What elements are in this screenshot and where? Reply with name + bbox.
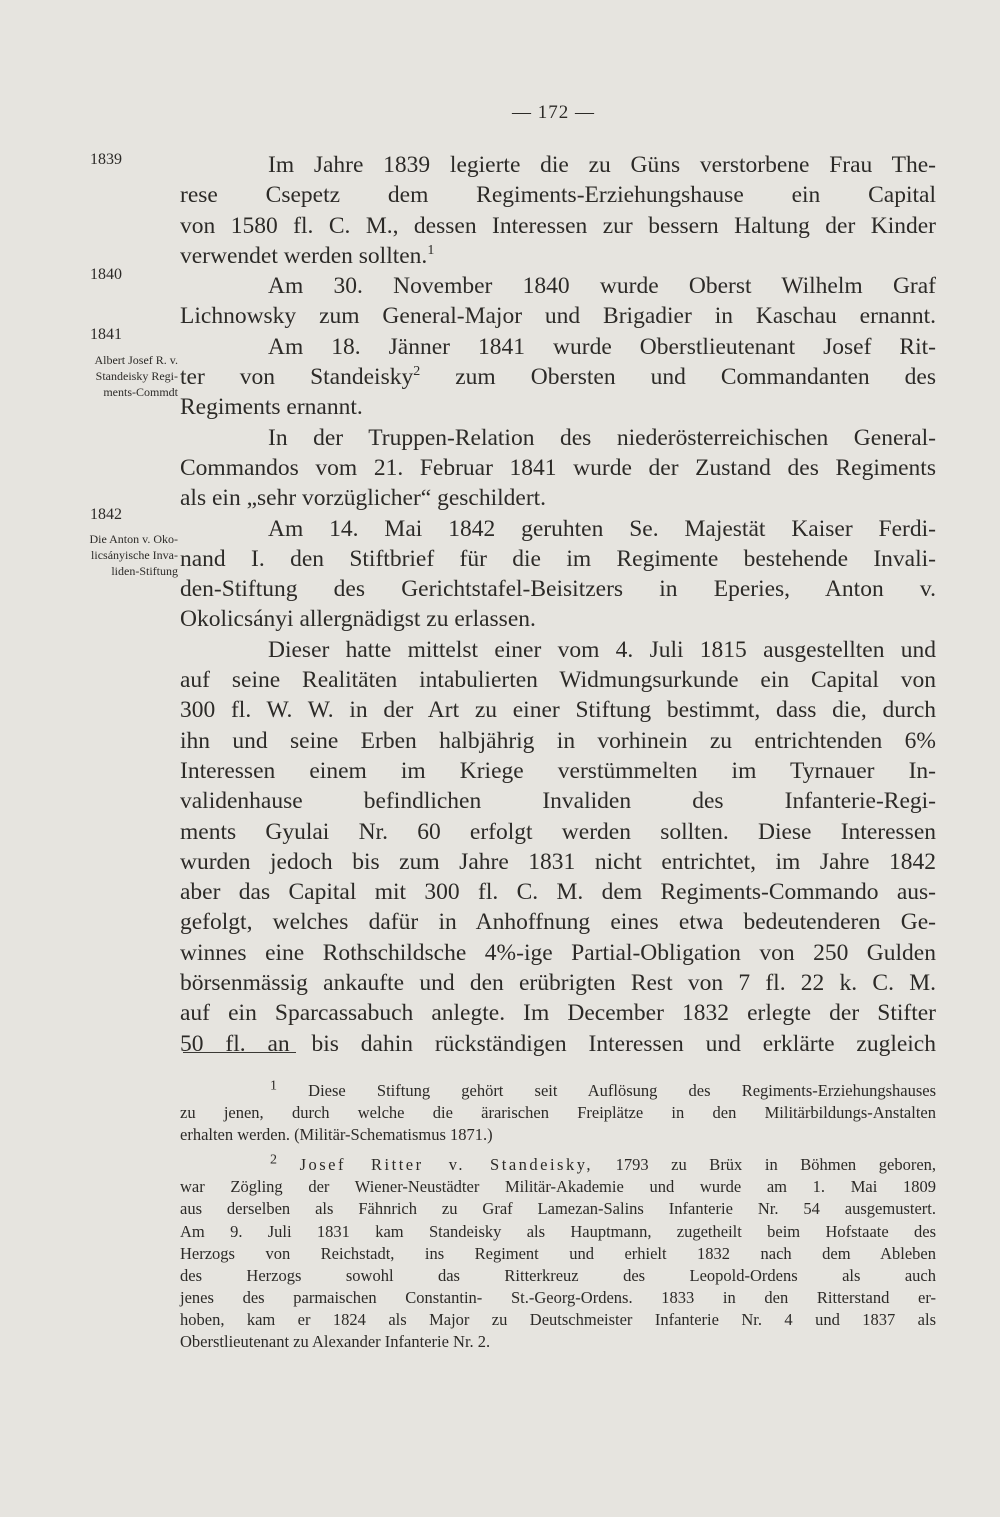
text-line: den-Stiftung des Gerichtstafel-Beisitzers in Eperies, Anton v. [180, 576, 936, 603]
margin-year-1839: 1839 [90, 151, 122, 168]
text-line: Am 14. Mai 1842 geruhten Se. Majestät Kaiser Ferdi- [268, 515, 936, 542]
footnote-person-name: Josef Ritter v. Standeisky, [299, 1155, 594, 1175]
text-line: von 1580 fl. C. M., dessen Interessen zur bessern Haltung der Kinder [180, 212, 936, 239]
footnotes [180, 1080, 936, 1353]
text-line: nand I. den Stiftbrief für die im Regimente bestehende Invali- [180, 545, 936, 572]
footnote-marker-1: 1 [270, 1078, 277, 1094]
text-line: winnes eine Rothschildsche 4%-ige Partial-Obligation von 250 Gulden [180, 939, 936, 966]
margin-note-line: Albert Josef R. v. [94, 353, 178, 367]
margin-note-okolicsanyi [40, 531, 178, 579]
footnote-line: zu jenen, durch welche die ärarischen Freiplätze in den Militärbildungs-Anstalten [180, 1103, 936, 1123]
text-line: Am 30. November 1840 wurde Oberst Wilhelm Graf [268, 273, 936, 300]
text-line: börsenmässig ankaufte und den erübrigten Rest von 7 fl. 22 k. C. M. [180, 970, 936, 997]
body-text [180, 150, 936, 1059]
margin-year-1841: 1841 [90, 326, 122, 343]
page-number: — 172 — [512, 102, 595, 123]
margin-note-line: Die Anton v. Oko- [89, 532, 178, 546]
footnote-line: jenes des parmaischen Constantin- St.-Georg-Ordens. 1833 in den Ritterstand er- [180, 1287, 936, 1307]
footnote-line: aus derselben als Fähnrich zu Graf Lamezan-Salins Infanterie Nr. 54 ausgemustert. [180, 1199, 936, 1219]
text-line: als ein „sehr vorzüglicher“ geschildert. [180, 485, 547, 512]
footnote-rule [183, 1052, 296, 1053]
footnote-line: Am 9. Juli 1831 kam Standeisky als Hauptmann, zugetheilt beim Hofstaate des [180, 1221, 936, 1241]
text-line: wurden jedoch bis zum Jahre 1831 nicht entrichtet, im Jahre 1842 [180, 848, 936, 875]
text-line: ments Gyulai Nr. 60 erfolgt werden sollten. Diese Interessen [180, 818, 936, 845]
text-line: Okolicsányi allergnädigst zu erlassen. [180, 606, 536, 633]
footnote-marker-2: 2 [270, 1152, 277, 1168]
text-line: In der Truppen-Relation des niederösterreichischen General- [268, 424, 936, 451]
footnote-line: Herzogs von Reichstadt, ins Regiment und erhielt 1832 nach dem Ableben [180, 1243, 936, 1263]
margin-year-1840: 1840 [90, 266, 122, 283]
footnote-line: erhalten werden. (Militär-Schematismus 1871.) [180, 1125, 493, 1145]
footnote-line: war Zögling der Wiener-Neustädter Militär-Akademie und wurde am 1. Mai 1809 [180, 1177, 936, 1197]
margin-note-standeisky [40, 352, 178, 400]
text-line: auf ein Sparcassabuch anlegte. Im December 1832 erlegte der Stifter [180, 1000, 936, 1027]
text-line: ihn und seine Erben halbjährig in vorhinein zu entrichtenden 6% [180, 727, 936, 754]
footnote-line: hoben, kam er 1824 als Major zu Deutschmeister Infanterie Nr. 4 und 1837 als [180, 1309, 936, 1329]
text-line: Dieser hatte mittelst einer vom 4. Juli 1815 ausgestellten und [268, 636, 936, 663]
text-line: Interessen einem im Kriege verstümmelten im Tyrnauer In- [180, 757, 936, 784]
text-line: Am 18. Jänner 1841 wurde Oberstlieutenant Josef Rit- [268, 333, 936, 360]
footnote-line: Oberstlieutenant zu Alexander Infanterie Nr. 2. [180, 1332, 491, 1352]
margin-note-line: Standeisky Regi- [95, 369, 178, 383]
text-line: ter von Standeisky$^2$ zum Obersten und Commandanten des [180, 364, 937, 391]
margin-note-line: licsányische Inva- [91, 548, 178, 562]
margin-note-line: ments-Commdt [103, 385, 178, 399]
text-line: aber das Capital mit 300 fl. C. M. dem Regiments-Commando aus- [180, 879, 936, 906]
text-line: verwendet werden sollten.$^1$ [180, 242, 435, 269]
text-line: 300 fl. W. W. in der Art zu einer Stiftung bestimmt, dass die, durch [180, 697, 936, 724]
text-line: gefolgt, welches dafür in Anhoffnung eines etwa bedeutenderen Ge- [180, 909, 936, 936]
text-line: validenhause befindlichen Invaliden des Infanterie-Regi- [180, 788, 936, 815]
footnote-line: $^1$ Diese Stiftung gehört seit Auflösung des Regiments-Erziehungshauses [270, 1078, 937, 1100]
text-line: auf seine Realitäten intabulierten Widmungsurkunde ein Capital von [180, 667, 936, 694]
margin-note-line: liden-Stiftung [111, 564, 178, 578]
footnote-line: des Herzogs sowohl das Ritterkreuz des Leopold-Ordens als auch [180, 1265, 936, 1285]
footnote-ref-2: 2 [413, 364, 421, 380]
margin-year-1842: 1842 [90, 506, 122, 523]
footnote-line: $^2$ Josef Ritter v. Standeisky, 1793 zu Brüx in Böhmen geboren, [270, 1152, 937, 1175]
text-line: 50 fl. an bis dahin rückständigen Interessen und erklärte zugleich [180, 1030, 936, 1057]
text-line: Im Jahre 1839 legierte die zu Güns verstorbene Frau The- [268, 152, 936, 178]
text-line: Regiments ernannt. [180, 394, 363, 421]
footnote-ref-1: 1 [427, 243, 435, 259]
text-line: rese Csepetz dem Regiments-Erziehungshause ein Capital [180, 182, 936, 209]
text-line: Lichnowsky zum General-Major und Brigadier in Kaschau ernannt. [180, 303, 936, 330]
text-line: Commandos vom 21. Februar 1841 wurde der Zustand des Regiments [180, 454, 936, 481]
